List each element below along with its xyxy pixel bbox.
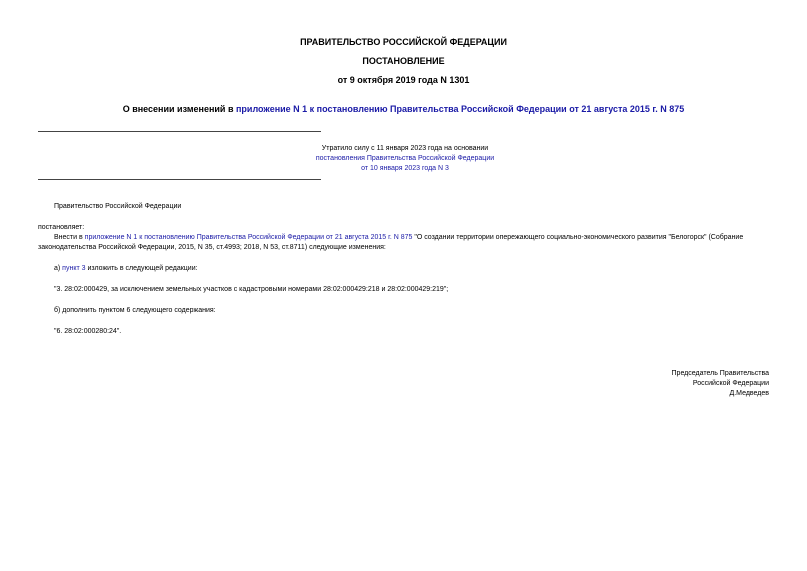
item-a bbox=[54, 264, 198, 274]
document-title bbox=[0, 104, 807, 114]
doc-type-heading: ПОСТАНОВЛЕНИЕ bbox=[362, 56, 445, 66]
paragraph-1 bbox=[54, 233, 743, 243]
p1-link[interactable]: приложение N 1 к постановлению Правительства Российской Федерации от 21 августа 2015 г. N 875 bbox=[84, 234, 413, 241]
item-b-quote: "6. 28:02:000280:24". bbox=[54, 328, 122, 335]
notice-line-1: Утратило силу с 11 января 2023 года на основании bbox=[321, 145, 489, 152]
bottom-divider bbox=[38, 179, 321, 180]
signature-block bbox=[672, 369, 769, 399]
decrees-text: постановляет: bbox=[38, 224, 85, 231]
org-heading: ПРАВИТЕЛЬСТВО РОССИЙСКОЙ ФЕДЕРАЦИИ bbox=[300, 37, 507, 47]
signature-line-1: Председатель Правительства bbox=[671, 370, 769, 377]
expiry-notice bbox=[235, 144, 575, 174]
item-b: б) дополнить пунктом 6 следующего содержания: bbox=[54, 307, 216, 314]
p1-prefix: Внести в bbox=[54, 234, 85, 241]
signature-line-2: Российской Федерации bbox=[692, 380, 769, 387]
title-prefix: О внесении изменений в bbox=[122, 104, 236, 114]
top-divider bbox=[38, 131, 321, 132]
notice-link-line-3[interactable]: от 10 января 2023 года N 3 bbox=[361, 165, 449, 172]
p1-suffix: "О создании территории опережающего социально-экономического развития "Белогорск" (Собрание bbox=[412, 234, 744, 241]
paragraph-1-line-2: законодательства Российской Федерации, 2015, N 35, ст.4993; 2018, N 53, ст.8711) следующие изменения: bbox=[38, 244, 386, 251]
notice-link-line-2[interactable]: постановления Правительства Российской Федерации bbox=[315, 155, 495, 162]
item-a-link[interactable]: пункт 3 bbox=[62, 265, 86, 272]
item-a-suffix: изложить в следующей редакции: bbox=[85, 265, 198, 272]
date-number-heading: от 9 октября 2019 года N 1301 bbox=[337, 75, 470, 85]
item-a-prefix: а) bbox=[54, 265, 63, 272]
item-a-quote: "3. 28:02:000429, за исключением земельных участков с кадастровыми номерами 28:02:000429:218 и 28:02:000429:219"; bbox=[54, 286, 449, 293]
issuer-text: Правительство Российской Федерации bbox=[54, 203, 182, 210]
signature-line-3: Д.Медведев bbox=[729, 390, 769, 397]
title-link[interactable]: приложение N 1 к постановлению Правительства Российской Федерации от 21 августа 2015 г. N 875 bbox=[235, 104, 685, 114]
